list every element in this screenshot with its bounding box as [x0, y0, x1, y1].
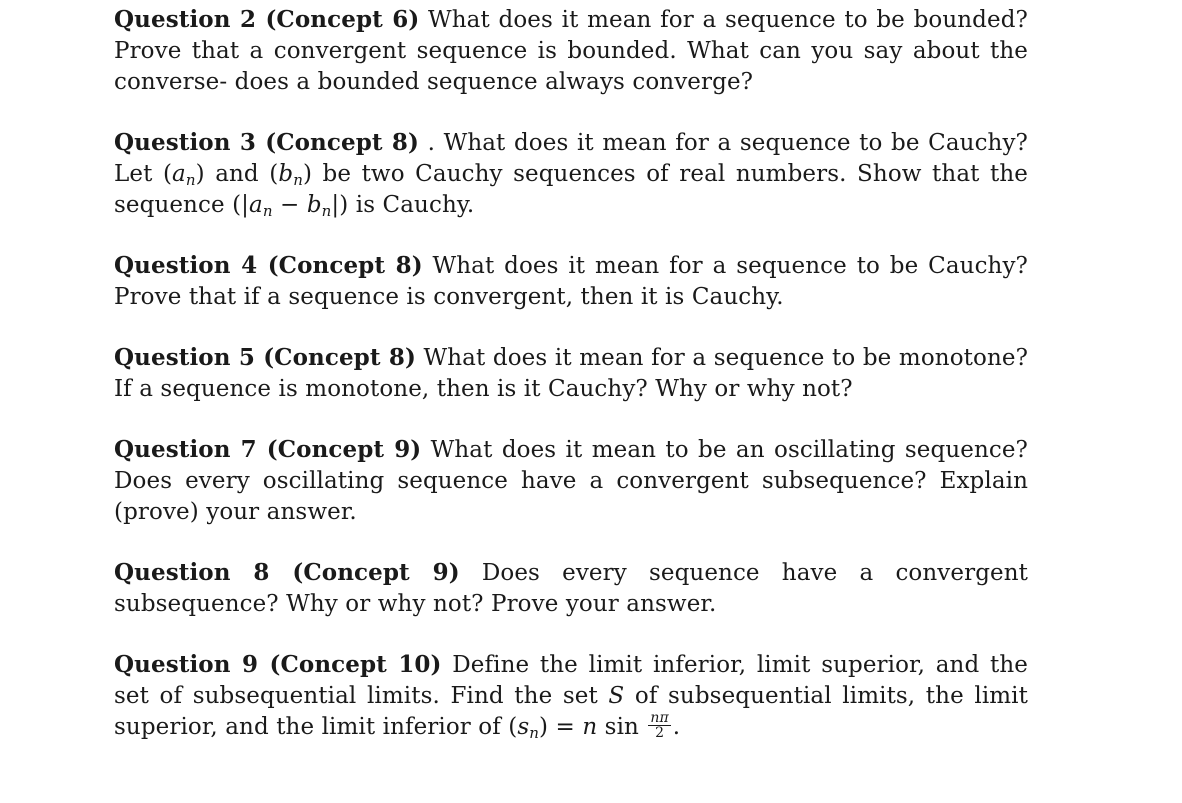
question-2-heading: Question 2 (Concept 6) [114, 6, 420, 33]
question-4-heading: Question 4 (Concept 8) [114, 252, 423, 279]
seq-a-subscript: n [185, 171, 196, 189]
question-2 [114, 4, 1028, 98]
question-9-text-b: of subsequential limits, the limit superior, and the limit inferior of [114, 683, 1028, 740]
question-9-heading: Question 9 (Concept 10) [114, 651, 442, 678]
document-page [114, 4, 1028, 772]
question-3-text-c: be two Cauchy sequences of real numbers. Show that the sequence [114, 161, 1028, 218]
sequence-a-n: $(a_n)$ [162, 161, 205, 189]
sequence-formula: $(s_n) = n$ sin $\frac{n\pi}{2}$ . [508, 709, 681, 742]
question-3 [114, 127, 1028, 221]
question-7-text: What does it mean to be an oscillating sequence? Does every oscillating sequence have a convergent subsequence? Explain (prove) your answer. [114, 437, 1028, 525]
question-7-heading: Question 7 (Concept 9) [114, 436, 422, 463]
seq-b-subscript: n [293, 171, 303, 189]
question-8 [114, 557, 1028, 620]
set-symbol-s: S [608, 683, 625, 709]
sequence-b-n: $(b_n)$ [269, 161, 313, 189]
question-4-text: What does it mean for a sequence to be Cauchy?Prove that if a sequence is convergent, then it is Cauchy. [114, 253, 1028, 310]
abs-b-letter: b [306, 192, 322, 218]
question-3-text-a: . What does it mean for a sequence to be Cauchy? Let [114, 130, 1028, 187]
fraction-numerator: nπ [650, 709, 669, 726]
formula-fraction [648, 711, 670, 740]
question-4 [114, 250, 1028, 313]
question-7 [114, 434, 1028, 528]
sequence-abs-diff: $(|a_n - b_n|)$ [232, 192, 349, 220]
abs-a-letter: a [249, 192, 263, 218]
question-9-text-a: Define the limit inferior, limit superior, and the set of subsequential limits. Find the set [114, 652, 1028, 709]
question-3-heading: Question 3 (Concept 8) [114, 129, 419, 156]
question-3-text-b: and [215, 161, 259, 187]
formula-n: n [582, 714, 598, 740]
question-8-text: Does every sequence have a convergent subsequence? Why or why not? Prove your answer. [114, 560, 1028, 617]
formula-sin: sin [604, 714, 639, 740]
seq-s-subscript: n [529, 724, 540, 742]
abs-b-subscript: n [321, 202, 332, 220]
question-5-heading: Question 5 (Concept 8) [114, 344, 416, 371]
question-9 [114, 649, 1028, 743]
question-2-text: What does it mean for a sequence to be bounded? Prove that a convergent sequence is bounded. What can you say about the converse- does a bounded sequence always converge? [114, 7, 1028, 95]
abs-a-subscript: n [262, 202, 273, 220]
seq-b-letter: b [278, 161, 294, 187]
question-8-heading: Question 8 (Concept 9) [114, 559, 460, 586]
question-5-text: What does it mean for a sequence to be monotone?If a sequence is monotone, then is it Cauchy? Why or why not? [114, 345, 1028, 402]
seq-a-letter: a [172, 161, 186, 187]
question-5 [114, 342, 1028, 405]
fraction-denominator: 2 [655, 724, 665, 741]
question-3-text-d: is Cauchy. [355, 192, 475, 218]
seq-s-letter: s [517, 714, 530, 740]
